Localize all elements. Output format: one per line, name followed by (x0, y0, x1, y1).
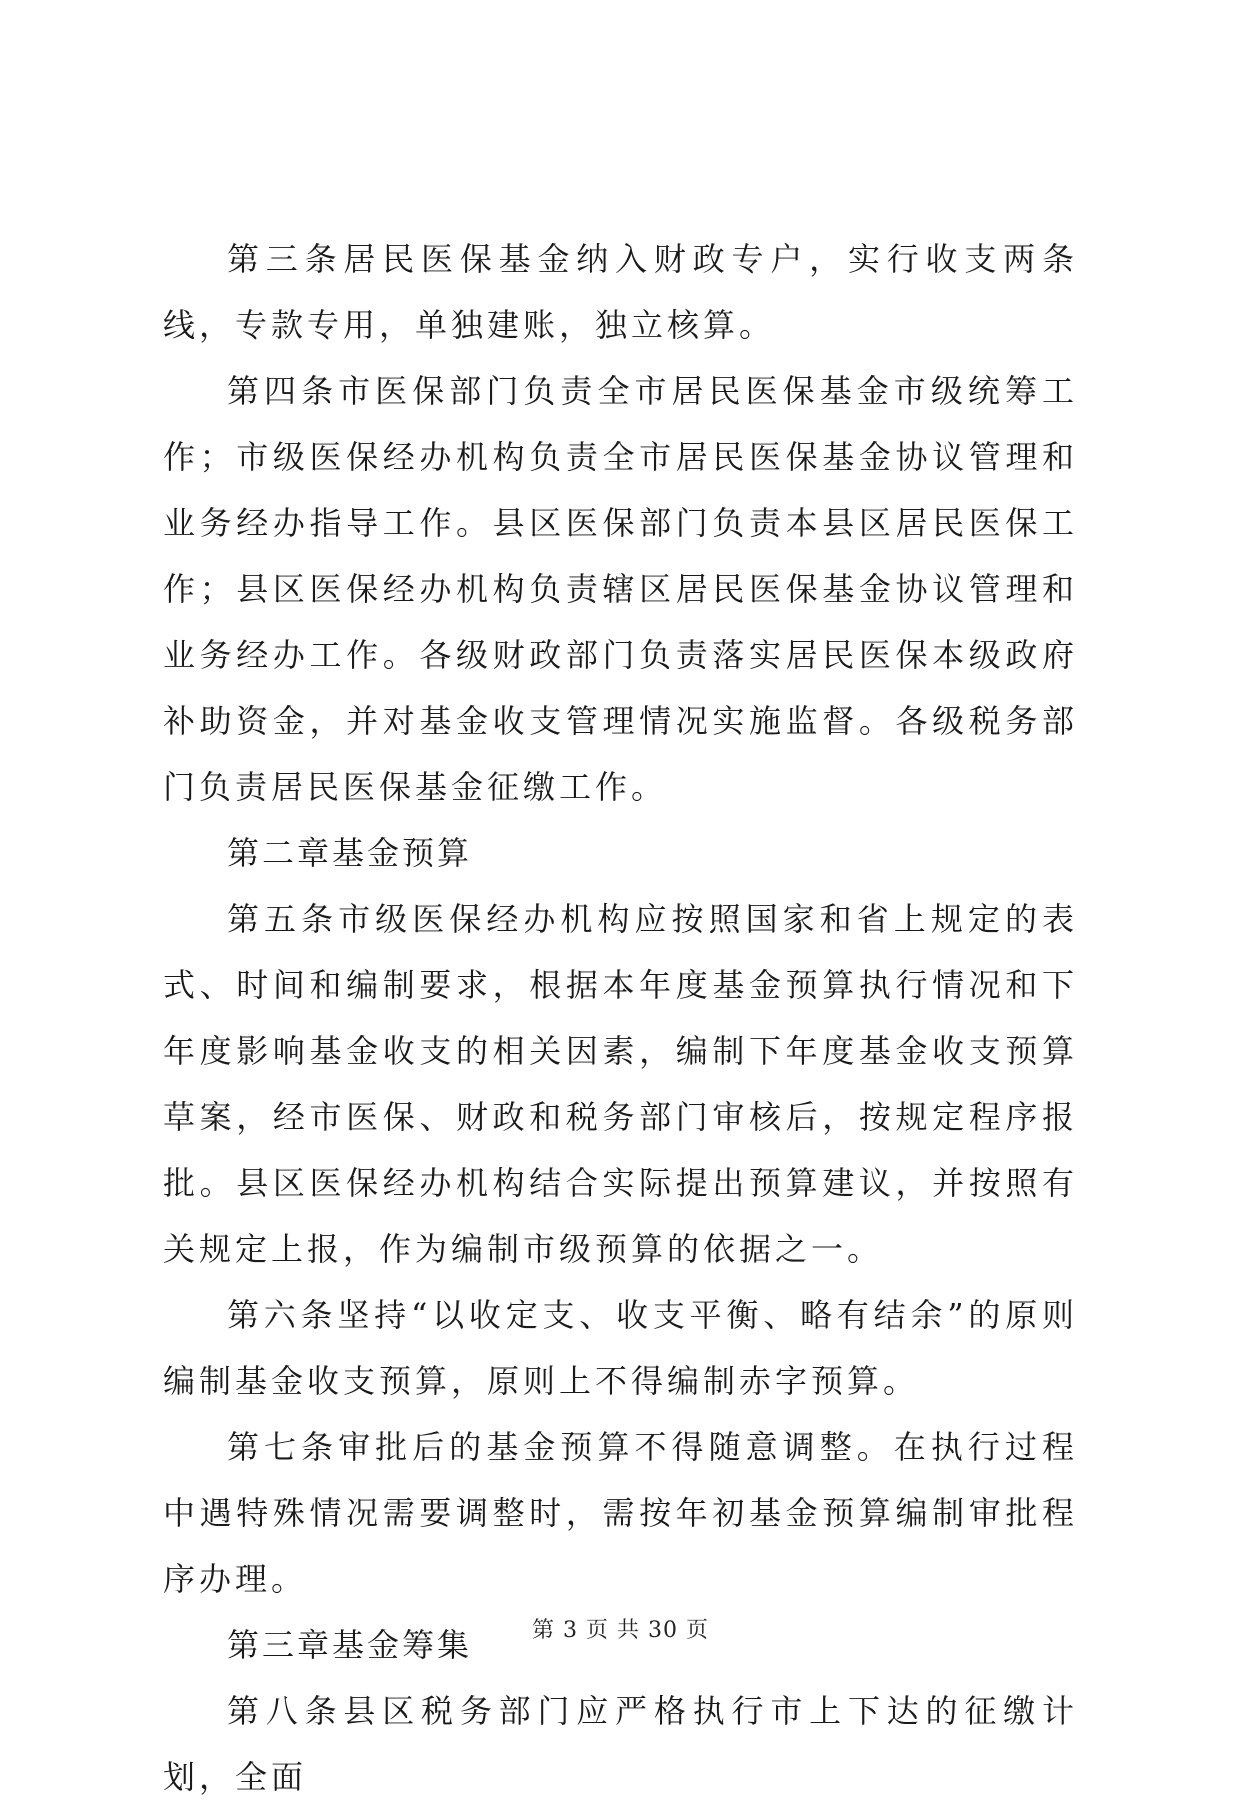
paragraph-article-5: 第五条市级医保经办机构应按照国家和省上规定的表式、时间和编制要求，根据本年度基金预算执行情况和下年度影响基金收支的相关因素，编制下年度基金收支预算草案，经市医保、财政和税务部门审核后，按规定程序报批。县区医保经办机构结合实际提出预算建议，并按照有关规定上报，作为编制市级预算的依据之一。 (163, 900, 1078, 1268)
paragraph-article-7: 第七条审批后的基金预算不得随意调整。在执行过程中遇特殊情况需要调整时，需按年初基金预算编制审批程序办理。 (163, 1428, 1078, 1598)
chapter-heading-fund-budget: 第二章基金预算 (227, 834, 473, 872)
chapter-heading-fund-raising: 第三章基金筹集 (227, 1626, 473, 1664)
paragraph-article-6: 第六条坚持“以收定支、收支平衡、略有结余”的原则编制基金收支预算，原则上不得编制赤字预算。 (163, 1296, 1078, 1400)
paragraph-article-3: 第三条居民医保基金纳入财政专户，实行收支两条线，专款专用，单独建账，独立核算。 (163, 240, 1078, 344)
paragraph-article-4: 第四条市医保部门负责全市居民医保基金市级统筹工作；市级医保经办机构负责全市居民医保基金协议管理和业务经办指导工作。县区医保部门负责本县区居民医保工作；县区医保经办机构负责辖区居民医保基金协议管理和业务经办工作。各级财政部门负责落实居民医保本级政府补助资金，并对基金收支管理情况实施监督。各级税务部门负责居民医保基金征缴工作。 (163, 372, 1078, 806)
paragraph-article-8: 第八条县区税务部门应严格执行市上下达的征缴计划，全面 (163, 1692, 1078, 1796)
page-number-footer: 第 3 页 共 30 页 (532, 1618, 709, 1643)
document-body (163, 226, 1078, 1810)
